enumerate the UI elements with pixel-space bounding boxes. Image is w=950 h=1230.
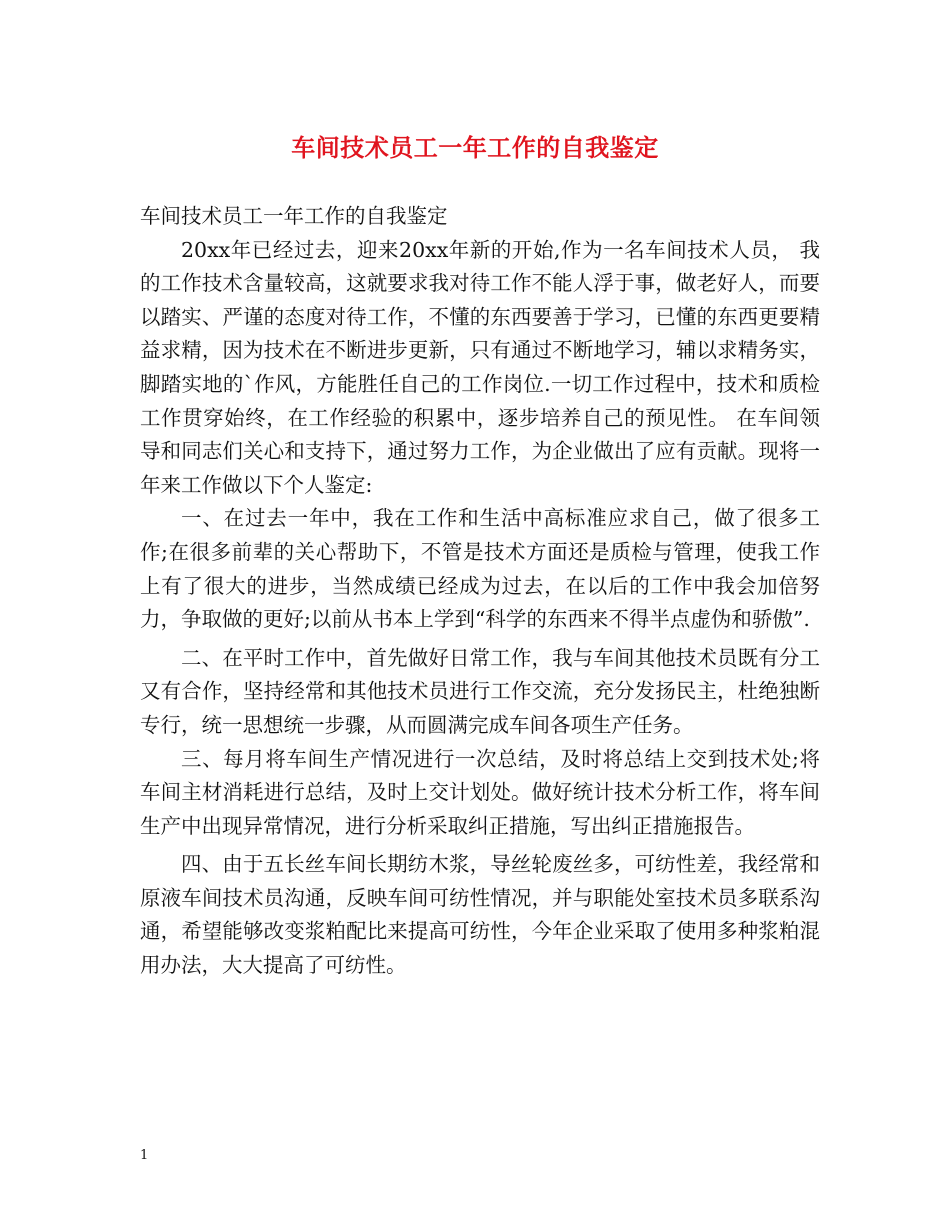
document-title: 车间技术员工一年工作的自我鉴定: [291, 133, 659, 162]
body-heading: 车间技术员工一年工作的自我鉴定: [140, 204, 448, 228]
paragraph-item-3: 三、每月将车间生产情况进行一次总结，及时将总结上交到技术处;将车间主材消耗进行总结，及时上交计划处。做好统计技术分析工作，将车间生产中出现异常情况，进行分析采取纠正措施，写出纠正措施报告。: [140, 746, 820, 838]
paragraph-item-2: 二、在平时工作中，首先做好日常工作，我与车间其他技术员既有分工又有合作，坚持经常和其他技术员进行工作交流，充分发扬民主，杜绝独断专行，统一思想统一步骤，从而圆满完成车间各项生产任务。: [140, 645, 820, 737]
intro-paragraph: 20xx年已经过去，迎来20xx年新的开始,作为一名车间技术人员， 我的工作技术含量较高，这就要求我对待工作不能人浮于事，做老好人，而要以踏实、严谨的态度对待工作，不懂的东西要善于学习，已懂的东西更要精益求精，因为技术在不断进步更新，只有通过不断地学习，辅以求精务实，脚踏实地的`作风，方能胜任自己的工作岗位.一切工作过程中，技术和质检工作贯穿始终，在工作经验的积累中，逐步培养自己的预见性。 在车间领导和同志们关心和支持下，通过努力工作，为企业做出了应有贡献。现将一年来工作做以下个人鉴定:: [140, 237, 820, 497]
paragraph-item-4: 四、由于五长丝车间长期纺木浆，导丝轮废丝多，可纺性差，我经常和原液车间技术员沟通，反映车间可纺性情况，并与职能处室技术员多联系沟通，希望能够改变浆粕配比来提高可纺性，今年企业采取了使用多种浆粕混用办法，大大提高了可纺性。: [140, 852, 820, 978]
document-body: [140, 200, 820, 983]
paragraph-item-1: 一、在过去一年中，我在工作和生活中高标准应求自己，做了很多工作;在很多前辈的关心帮助下，不管是技术方面还是质检与管理，使我工作上有了很大的进步，当然成绩已经成为过去，在以后的工作中我会加倍努力，争取做的更好;以前从书本上学到“科学的东西来不得半点虚伪和骄傲”.: [140, 506, 820, 632]
page-number: 1: [140, 1148, 149, 1163]
